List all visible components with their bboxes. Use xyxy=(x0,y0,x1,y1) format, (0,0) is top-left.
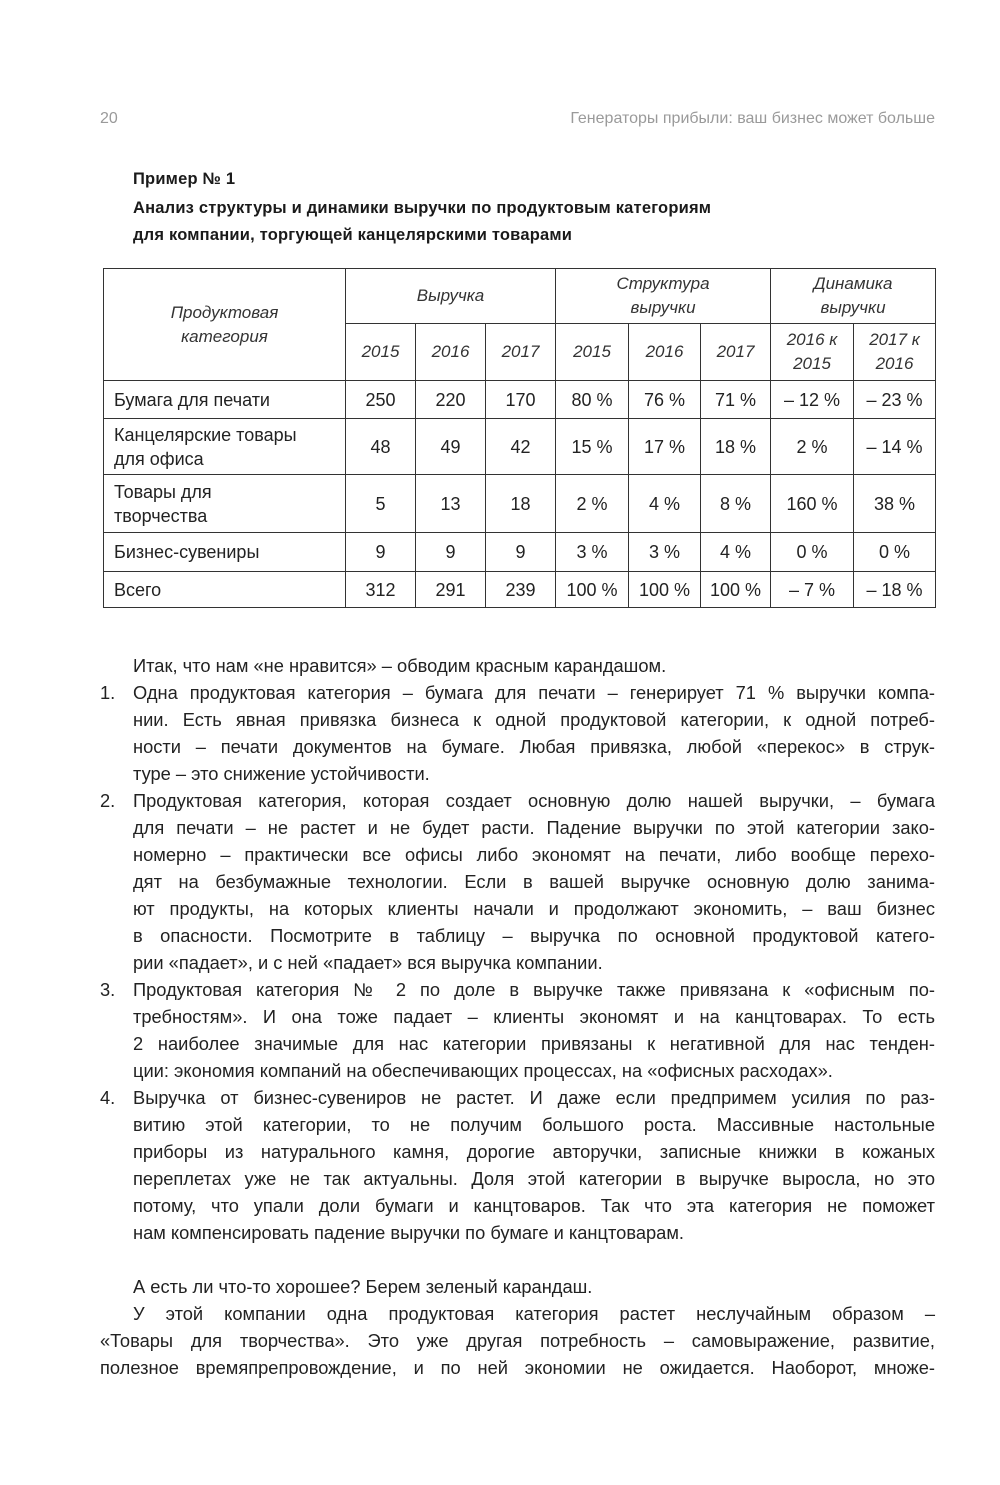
table-cell: – 14 % xyxy=(854,419,936,475)
text-line: для печати – не растет и не будет расти. Падение выручки по этой категории зако- xyxy=(133,817,935,838)
row-category: Бизнес-сувениры xyxy=(104,533,346,572)
table-cell: 220 xyxy=(416,381,486,419)
text-line: требностям». И она тоже падает – клиенты экономят и на канцтоварах. То есть xyxy=(133,1006,935,1027)
text-line: дят на безбумажные технологии. Если в вашей выручке основную долю занима- xyxy=(133,871,935,892)
category-header: Продуктовая категория xyxy=(104,269,346,381)
table-cell: 312 xyxy=(346,572,416,608)
text-line: ции: экономия компаний на обеспечивающих процессах, на «офисных расходах». xyxy=(133,1060,833,1081)
table-cell: 15 % xyxy=(556,419,629,475)
row-category: Всего xyxy=(104,572,346,608)
table-row xyxy=(104,533,936,572)
text-line: в опасности. Посмотрите в таблицу – выручка по основной продуктовой катего- xyxy=(133,925,935,946)
running-title: Генераторы прибыли: ваш бизнес может больше xyxy=(570,110,935,127)
group-header-structure: Структура выручки xyxy=(556,269,771,324)
example-title-line1: Анализ структуры и динамики выручки по продуктовым категориям xyxy=(133,199,712,217)
intro-paragraph: Итак, что нам «не нравится» – обводим красным карандашом. xyxy=(133,655,667,676)
body-text xyxy=(100,652,935,1381)
table-cell: 0 % xyxy=(854,533,936,572)
table-row xyxy=(104,419,936,475)
subheader-6: 2016 к 2015 xyxy=(771,324,854,381)
list-number: 3. xyxy=(100,979,116,1000)
table-cell: 0 % xyxy=(771,533,854,572)
text-line: номерно – практически все офисы либо экономят на печати, либо вообще перехо- xyxy=(133,844,935,865)
table-cell: 291 xyxy=(416,572,486,608)
table-cell: 9 xyxy=(416,533,486,572)
table-cell: 170 xyxy=(486,381,556,419)
text-line: 2 наиболее значимые для нас категории привязаны к негативной для нас тенден- xyxy=(133,1033,935,1054)
text-line: нии. Есть явная привязка бизнеса к одной продуктовой категории, к одной потреб- xyxy=(133,709,935,730)
row-category-text: Канцелярские товары для офиса xyxy=(114,424,297,469)
table-cell: 2 % xyxy=(556,475,629,533)
text-line: нам компенсировать падение выручки по бумаге и канцтоварам. xyxy=(133,1222,684,1243)
list-number: 4. xyxy=(100,1087,116,1108)
list-number: 1. xyxy=(100,682,116,703)
text-line: Выручка от бизнес-сувениров не растет. И даже если предпримем усилия по раз- xyxy=(133,1087,935,1108)
subheader-7: 2017 к 2016 xyxy=(854,324,936,381)
table-cell: 3 % xyxy=(629,533,701,572)
row-category xyxy=(104,419,346,475)
subheader-1: 2016 xyxy=(416,324,486,381)
list-item xyxy=(100,1084,935,1246)
text-line: Продуктовая категория, которая создает основную долю нашей выручки, – бумага xyxy=(133,790,935,811)
list-number: 2. xyxy=(100,790,116,811)
table-cell: 4 % xyxy=(701,533,771,572)
row-category-text: Товары для творчества xyxy=(114,481,212,526)
table-cell: 18 xyxy=(486,475,556,533)
table-cell: 18 % xyxy=(701,419,771,475)
table-cell: 8 % xyxy=(701,475,771,533)
subheader-4: 2016 xyxy=(629,324,701,381)
table-cell: 76 % xyxy=(629,381,701,419)
table-cell: 5 xyxy=(346,475,416,533)
table-cell: 100 % xyxy=(701,572,771,608)
subheader-5: 2017 xyxy=(701,324,771,381)
group-header-revenue: Выручка xyxy=(346,269,556,324)
table-cell: 80 % xyxy=(556,381,629,419)
table-cell: 239 xyxy=(486,572,556,608)
table-cell: – 23 % xyxy=(854,381,936,419)
table-row xyxy=(104,381,936,419)
text-line: «Товары для творчества». Это уже другая потребность – самовыражение, развитие, xyxy=(100,1330,935,1351)
table-cell: 49 xyxy=(416,419,486,475)
row-category: Бумага для печати xyxy=(104,381,346,419)
table-row xyxy=(104,572,936,608)
table-cell: 48 xyxy=(346,419,416,475)
row-category xyxy=(104,475,346,533)
text-line: переплетах уже не так актуальны. Доля этой категории в выручке выросла, но это xyxy=(133,1168,935,1189)
example-label: Пример № 1 xyxy=(133,170,236,188)
text-line: ют продукты, на которых клиенты начали и продолжают экономить, – ваш бизнес xyxy=(133,898,935,919)
group-header-dynamics: Динамика выручки xyxy=(771,269,936,324)
table-cell: – 18 % xyxy=(854,572,936,608)
text-line: витию этой категории, то не получим большого роста. Массивные настольные xyxy=(133,1114,935,1135)
table-cell: 17 % xyxy=(629,419,701,475)
table-cell: – 7 % xyxy=(771,572,854,608)
list-item xyxy=(100,787,935,976)
text-line: ности – печати документов на бумаге. Любая привязка, любой «перекос» в струк- xyxy=(133,736,935,757)
table-cell: 160 % xyxy=(771,475,854,533)
text-line: Продуктовая категория № 2 по доле в выручке также привязана к «офисным по- xyxy=(133,979,935,1000)
table-cell: – 12 % xyxy=(771,381,854,419)
table-cell: 3 % xyxy=(556,533,629,572)
table-row xyxy=(104,475,936,533)
table-cell: 2 % xyxy=(771,419,854,475)
text-line: рии «падает», и с ней «падает» вся выручка компании. xyxy=(133,952,603,973)
table-cell: 9 xyxy=(486,533,556,572)
subheader-2: 2017 xyxy=(486,324,556,381)
table-cell: 38 % xyxy=(854,475,936,533)
table-cell: 4 % xyxy=(629,475,701,533)
list-item xyxy=(100,976,935,1084)
table-cell: 13 xyxy=(416,475,486,533)
good-intro-paragraph: А есть ли что-то хорошее? Берем зеленый карандаш. xyxy=(133,1276,593,1297)
table-cell: 100 % xyxy=(629,572,701,608)
list-item xyxy=(100,679,935,787)
table-cell: 42 xyxy=(486,419,556,475)
text-line: У этой компании одна продуктовая категория растет неслучайным образом – xyxy=(133,1303,935,1324)
subheader-3: 2015 xyxy=(556,324,629,381)
text-line: полезное времяпрепровождение, и по ней экономии не ожидается. Наоборот, множе- xyxy=(100,1357,935,1378)
text-line: приборы из натурального камня, дорогие авторучки, записные книжки в кожаных xyxy=(133,1141,935,1162)
text-line: Одна продуктовая категория – бумага для печати – генерирует 71 % выручки компа- xyxy=(133,682,935,703)
revenue-table xyxy=(103,268,936,608)
subheader-0: 2015 xyxy=(346,324,416,381)
table-cell: 100 % xyxy=(556,572,629,608)
table-cell: 9 xyxy=(346,533,416,572)
table-cell: 250 xyxy=(346,381,416,419)
text-line: туре – это снижение устойчивости. xyxy=(133,763,430,784)
table-cell: 71 % xyxy=(701,381,771,419)
page-number: 20 xyxy=(100,110,118,127)
text-line: потому, что упали доли бумаги и канцтоваров. Так что эта категория не поможет xyxy=(133,1195,935,1216)
example-title-line2: для компании, торгующей канцелярскими товарами xyxy=(133,226,573,244)
